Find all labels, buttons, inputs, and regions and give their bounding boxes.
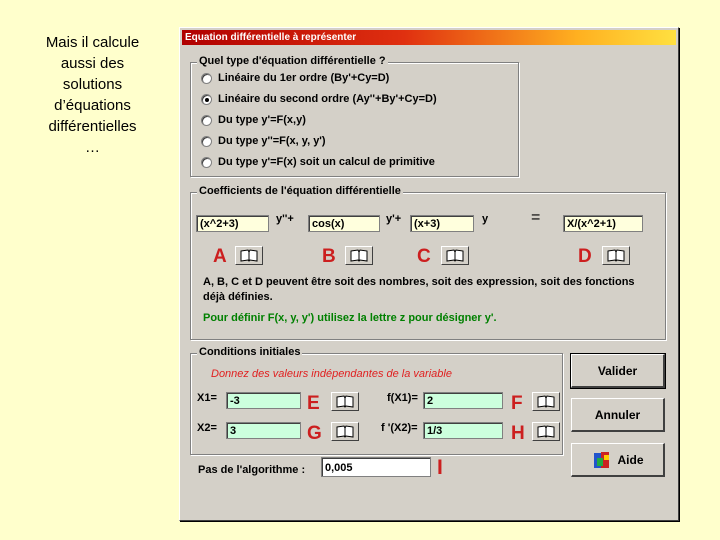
type-group: [190, 55, 519, 177]
book-button-e[interactable]: [331, 392, 359, 411]
symbol-yp: y'+: [386, 213, 402, 225]
help-button[interactable]: Aide: [571, 443, 665, 477]
letter-a: A: [213, 246, 227, 267]
radio-type-fxy[interactable]: Du type y'=F(x,y): [201, 114, 306, 126]
book-icon: [350, 249, 368, 262]
letter-c: C: [417, 246, 431, 267]
init-hint: Donnez des valeurs indépendantes de la variable: [211, 368, 452, 380]
type-group-label: Quel type d'équation différentielle ?: [199, 55, 386, 67]
radio-dot-icon: [201, 157, 212, 168]
radio-dot-icon: [201, 94, 212, 105]
letter-d: D: [578, 246, 592, 267]
book-button-d[interactable]: [602, 246, 630, 265]
step-input[interactable]: 0,005: [321, 457, 431, 477]
x2-input[interactable]: 3: [226, 422, 301, 439]
fx2-label: f '(X2)=: [381, 422, 418, 434]
letter-e: E: [307, 393, 320, 414]
book-button-b[interactable]: [345, 246, 373, 265]
book-button-g[interactable]: [331, 422, 359, 441]
x1-label: X1=: [197, 392, 217, 404]
book-icon: [240, 249, 258, 262]
book-icon: [446, 249, 464, 262]
radio-type-primitive[interactable]: Du type y'=F(x) soit un calcul de primitive: [201, 156, 435, 168]
book-icon: [336, 425, 354, 438]
radio-dot-icon: [201, 115, 212, 126]
book-button-f[interactable]: [532, 392, 560, 411]
cancel-button[interactable]: Annuler: [571, 398, 665, 432]
window-title: Equation différentielle à représenter: [182, 30, 676, 45]
book-icon: [537, 425, 555, 438]
slide-caption: Mais il calcule aussi des solutions d’équations différentielles …: [45, 34, 140, 156]
book-icon: [336, 395, 354, 408]
letter-g: G: [307, 423, 322, 444]
coef-d-input[interactable]: X/(x^2+1): [563, 215, 643, 232]
radio-dot-icon: [201, 73, 212, 84]
letter-b: B: [322, 246, 336, 267]
letter-i: I: [437, 456, 443, 479]
radio-linear-second-order[interactable]: Linéaire du second ordre (Ay''+By'+Cy=D): [201, 93, 437, 105]
coef-a-input[interactable]: (x^2+3): [196, 215, 269, 232]
init-group: [190, 346, 563, 455]
radio-type-fxyy[interactable]: Du type y''=F(x, y, y'): [201, 135, 326, 147]
symbol-equals: =: [531, 209, 541, 226]
book-button-c[interactable]: [441, 246, 469, 265]
coef-hint: Pour définir F(x, y, y') utilisez la lettre z pour désigner y'.: [203, 312, 497, 324]
x1-input[interactable]: -3: [226, 392, 301, 409]
coef-c-input[interactable]: (x+3): [410, 215, 474, 232]
help-book-icon: [591, 449, 613, 471]
book-icon: [537, 395, 555, 408]
dialog-window: [179, 27, 679, 521]
coef-note: A, B, C et D peuvent être soit des nombres, soit des expression, soit des fonctions déjà définies.: [203, 276, 635, 303]
book-button-a[interactable]: [235, 246, 263, 265]
init-group-label: Conditions initiales: [199, 346, 301, 358]
fx1-input[interactable]: 2: [423, 392, 503, 409]
coef-b-input[interactable]: cos(x): [308, 215, 380, 232]
letter-h: H: [511, 423, 525, 444]
radio-dot-icon: [201, 136, 212, 147]
x2-label: X2=: [197, 422, 217, 434]
radio-linear-first-order[interactable]: Linéaire du 1er ordre (By'+Cy=D): [201, 72, 389, 84]
validate-button[interactable]: Valider: [571, 354, 665, 388]
coef-group-label: Coefficients de l'équation différentielle: [199, 185, 401, 197]
book-icon: [607, 249, 625, 262]
coef-group: [190, 185, 666, 340]
fx2-input[interactable]: 1/3: [423, 422, 503, 439]
fx1-label: f(X1)=: [387, 392, 418, 404]
step-label: Pas de l'algorithme :: [198, 464, 306, 476]
symbol-y: y: [482, 213, 489, 225]
letter-f: F: [511, 393, 523, 414]
symbol-ypp: y''+: [276, 213, 294, 225]
book-button-h[interactable]: [532, 422, 560, 441]
